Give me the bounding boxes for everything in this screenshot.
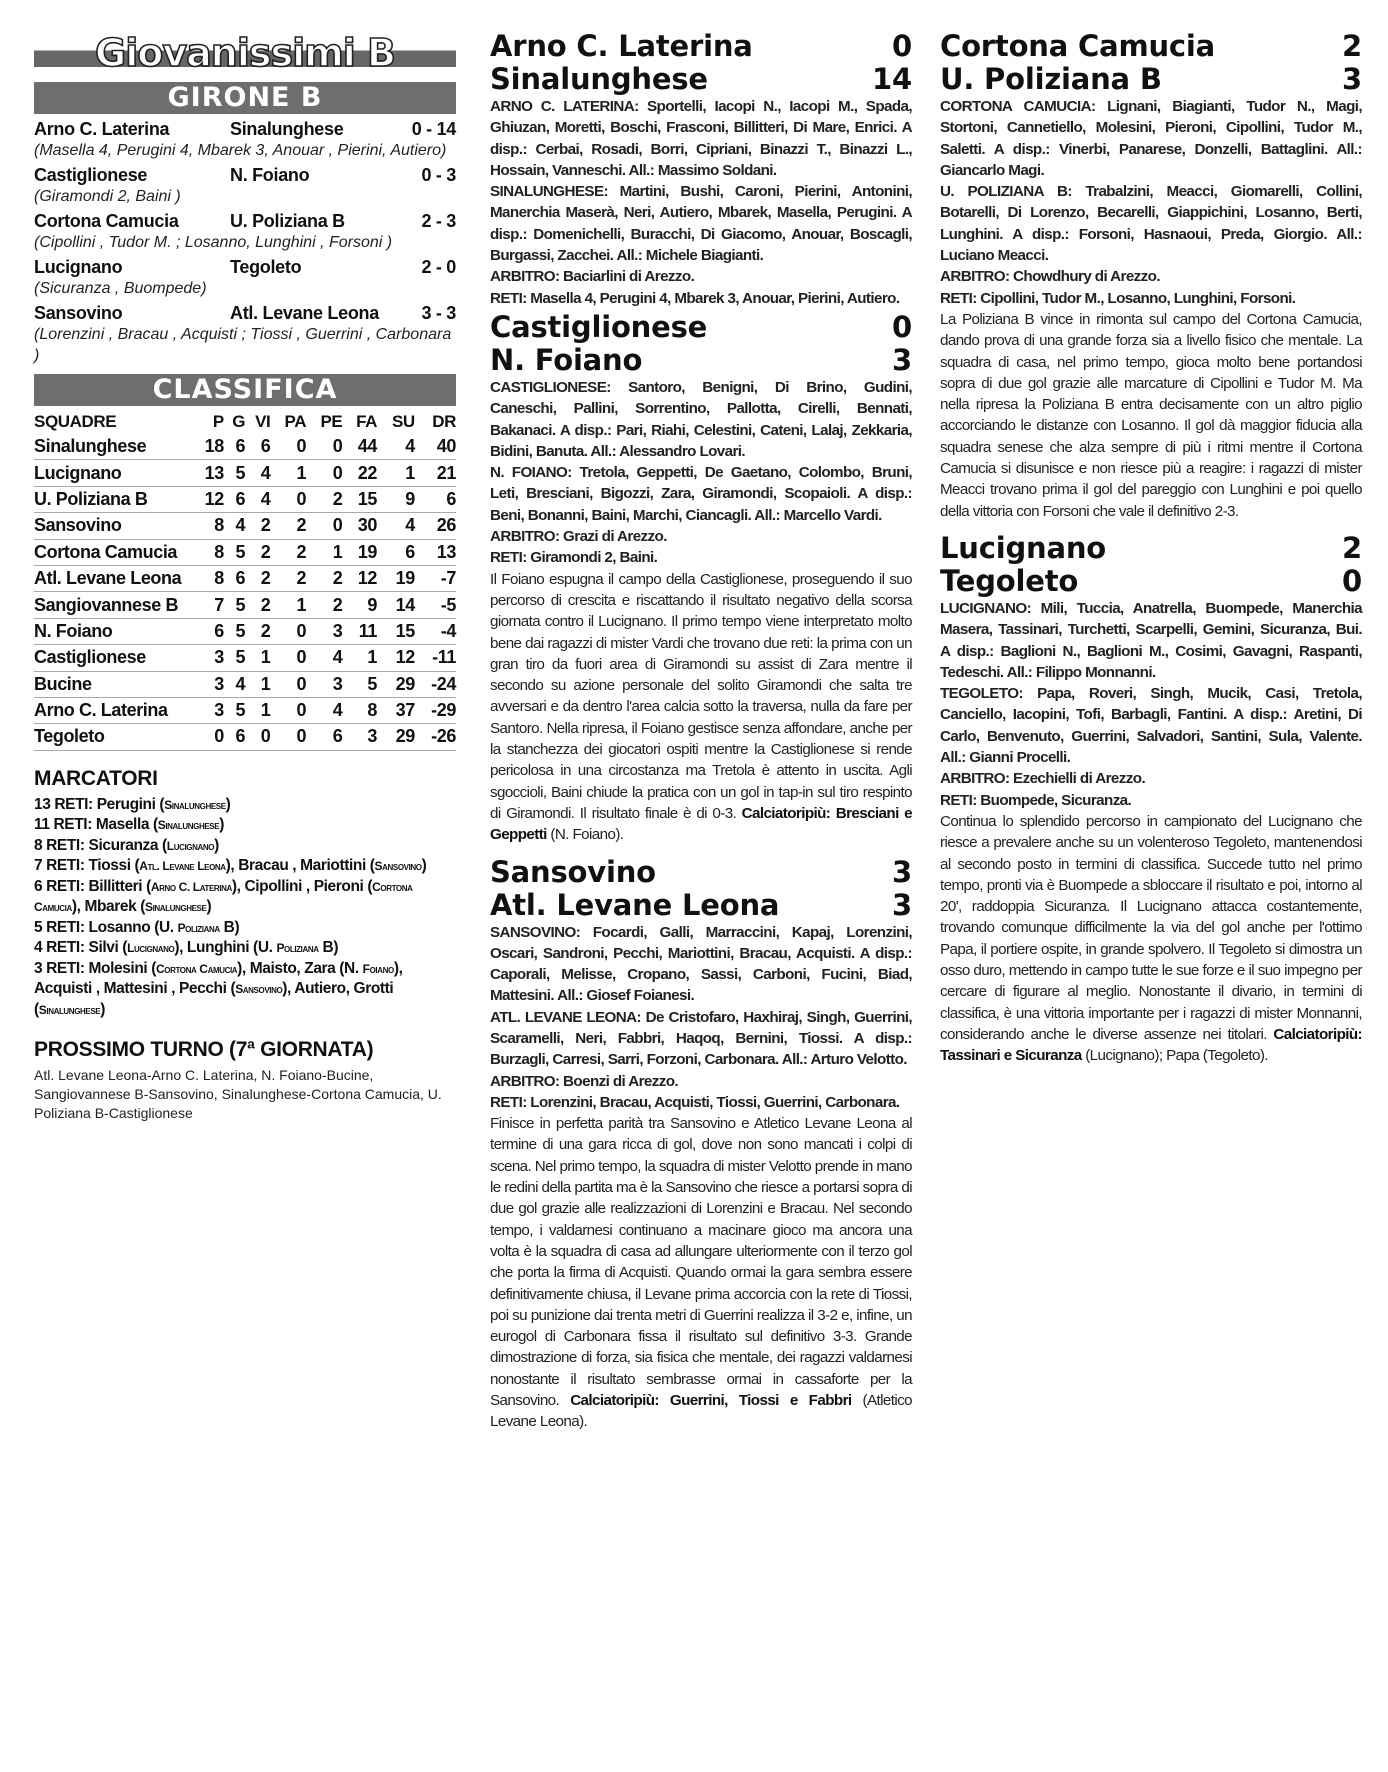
result-row [34,302,456,324]
team-name: U. Poliziana B [34,486,192,512]
scorer-team: Sansovino [235,982,283,997]
result-row [34,256,456,278]
scorer-line [34,877,456,918]
scorer-team: Sinalunghese [145,900,207,915]
stat-cell: 4 [377,513,415,539]
match-away-line [490,63,912,96]
scorer-text: ), Autiero, Grotti ( [34,980,394,1018]
match-report-text [490,1113,912,1432]
team-name: Cortona Camucia [34,539,192,565]
table-row [34,539,456,565]
stat-cell: 3 [306,618,342,644]
stat-cell: 4 [224,671,245,697]
best-players: Calciatoripiù: Bresciani e Geppetti [490,804,912,844]
lineup-paragraph: RETI: Giramondi 2, Baini. [490,549,658,567]
team-name: Sinalunghese [34,434,192,460]
result-scorers: (Sicuranza , Buompede) [34,280,207,297]
match-report [940,30,1362,522]
score: 2 - 0 [421,257,456,277]
table-row [34,460,456,486]
column-header: SQUADRE [34,412,117,431]
away-team: Atl. Levane Leona [230,303,379,323]
stat-cell: 4 [224,513,245,539]
lineup-paragraph: RETI: Lorenzini, Bracau, Acquisti, Tiossi, Guerrini, Carbonara. [490,1093,900,1111]
lineup-paragraph: N. FOIANO: Tretola, Geppetti, De Gaetano, Colombo, Bruni, Leti, Bresciani, Bigozzi, Zara, Giramondi, Scopaioli. A disp.: Beni, Bonanni, Baini, Marchi, Ciancagli. All.: Marcello Vardi. [490,464,912,524]
report-body: Continua lo splendido percorso in campionato del Lucignano che riesce a prevalere anche su un volenteroso Tegoleto, mantenendosi al secondo posto in termini di classifica. Succede tutto nel primo tempo, pronti via è Buompede a sbloccare il risultato e poi, intorno al 20', raddoppia Sicuranza. Il Lucignano attacca costantemente, trovando comunque difficilmente la via del gol anche per l'ottimo Papa, il portiere ospite, in grande spolvero. Il Tegoleto si dimostra un osso duro, mettendo in campo tutte le sue forze e il suo impegno per cercare di figurare al meglio. Nonostante il divario, in termini di classifica, è una vittoria importante per i ragazzi di mister Monnanni, considerando anche le diverse assenze nei titolari. [940,812,1362,1043]
stat-cell: 1 [342,645,377,671]
next-round-fixtures: Atl. Levane Leona-Arno C. Laterina, N. Foiano-Bucine, Sangiovannese B-Sansovino, Sinalunghese-Cortona Camucia, U. Poliziana B-Castiglionese [34,1067,442,1122]
report-body: Il Foiano espugna il campo della Castiglionese, proseguendo il suo percorso di crescita e riscattando il risultato negativo della scorsa giornata contro il Lucignano. Il primo tempo viene interpretato molto bene dai ragazzi di mister Vardi che trovano due reti: la prima con un gran tiro da fuori area di Giramondi su assist di Zara mentre il secondo su azione personale del solito Giramondi che salta tre avversari e da dentro l'area calcia sotto la traversa, nulla da fare per Santoro. Nella ripresa, il Foiano gestisce senza affondare, anche per la stanchezza dei giocatori ospiti mentre la Castiglionese si rende pericolosa in una circostanza ma Tretola è attento in uscita. Agli sgoccioli, Baini chiude la pratica con un gol in tap-in sul tiro respinto di Giramondi. Il risultato finale è di 0-3. [490,570,912,822]
column-header: PA [284,412,307,431]
stat-cell: 0 [245,724,270,750]
scorer-team: Atl. Levane Leona [139,859,226,874]
report-body: Finisce in perfetta parità tra Sansovino e Atletico Levane Leona al termine di una gara ricca di gol, dove non sono mancati i colpi di scena. Nel primo tempo, la squadra di mister Velotto prende in mano le redini della partita ma è la Sansovino che riesce a portarsi sopra di due gol grazie alle realizzazioni di Lorenzini e Bracau. Nel secondo tempo, i valdarnesi continuano a macinare gioco ma ancora una volta è la squadra di casa ad allungare ulteriormente con il terzo gol che porta la firma di Acquisti. Quando ormai la gara sembra essere definitivamente chiusa, il Levane prima accorcia con la rete di Tiossi, poi su punizione dai trenta metri di Guerrini realizza il 3-2 e, infine, un eurogol di Carbonara fissa il risultato sul definitivo 3-3. Grande dimostrazione di forza, sia fisica che mentale, dei ragazzi valdarnesi nonostante il risultato sembrasse ormai in cassaforte per la Sansovino. [490,1115,912,1410]
home-team: Castiglionese [490,309,708,344]
home-score: 0 [892,29,912,63]
stat-cell: 3 [306,671,342,697]
stat-cell: 2 [245,618,270,644]
scorer-text: ), Bracau , Mariottini ( [225,857,375,875]
home-team: Arno C. Laterina [490,29,753,63]
stat-cell: 12 [342,565,377,591]
stat-cell: 14 [377,592,415,618]
stat-cell: 0 [306,434,342,460]
lineup-paragraph: ARBITRO: Baciarlini di Arezzo. [490,268,695,286]
stat-cell: 1 [270,460,306,486]
scorer-team: Poliziana [276,941,319,956]
stat-cell: 0 [270,724,306,750]
score: 2 - 3 [421,211,456,231]
away-score: 14 [872,62,912,96]
team-name: Tegoleto [34,724,192,750]
stat-cell: 5 [342,671,377,697]
team-name: Atl. Levane Leona [34,565,192,591]
away-team: Tegoleto [940,563,1079,598]
scorer-text: B) [219,918,240,936]
home-team: Lucignano [940,530,1106,565]
stat-cell: 5 [224,460,245,486]
lineup-paragraph: SINALUNGHESE: Martini, Bushi, Caroni, Pierini, Antonini, Manerchia Maserà, Neri, Autiero, Mbarek, Masella, Perugini. A disp.: Domenichelli, Buracchi, Di Giacomo, Anouar, Boscagli, Burgassi, Zacchei. All.: Michele Biagianti. [490,183,912,265]
match-report [490,311,912,846]
away-score: 0 [1342,563,1362,598]
home-score: 0 [892,309,912,344]
standings-table [34,410,456,751]
stat-cell: 19 [342,539,377,565]
column-header: FA [356,412,377,431]
scorer-text: ) [219,816,224,834]
stat-cell: 1 [245,697,270,723]
home-score: 2 [1342,29,1362,63]
scorer-team: Arno C. Laterina [150,879,232,894]
result-scorers: (Giramondi 2, Baini ) [34,188,181,205]
scorer-text: ), Mbarek ( [71,898,145,916]
table-row [34,724,456,750]
score: 0 - 3 [421,165,456,185]
result-scorers: (Lorenzini , Bracau , Acquisti ; Tiossi , Guerrini , Carbonara ) [34,326,452,364]
table-row [34,486,456,512]
scorer-text: ) [100,1000,105,1018]
result-scorers: (Cipollini , Tudor M. ; Losanno, Lunghini , Forsoni ) [34,234,393,251]
scorer-text: 13 RETI: Perugini ( [34,795,165,813]
table-row [34,565,456,591]
stat-cell: 6 [415,486,456,512]
stat-cell: 13 [415,539,456,565]
away-team: Atl. Levane Leona [490,887,780,922]
scorer-text: ) [214,836,219,854]
lineup-paragraph: RETI: Masella 4, Perugini 4, Mbarek 3, Anouar, Pierini, Autiero. [490,289,900,307]
column-header: DR [432,412,456,431]
home-score: 3 [892,854,912,889]
match-reports-column-3 [940,30,1362,1066]
home-team: Cortona Camucia [34,211,179,231]
scorer-team: Sinalunghese [157,818,220,833]
scorer-text: ) [225,795,231,813]
stat-cell: 11 [342,618,377,644]
stat-cell: -11 [415,645,456,671]
scorer-text: ), Lunghini (U. [174,939,277,957]
result-scorers: (Masella 4, Perugini 4, Mbarek 3, Anouar , Pierini, Autiero) [34,142,447,159]
stat-cell: 0 [270,618,306,644]
stat-cell: 0 [306,513,342,539]
lineup-paragraph: ARBITRO: Chowdhury di Arezzo. [940,268,1160,286]
match-report-text [940,309,1362,522]
away-team: U. Poliziana B [940,62,1162,96]
stat-cell: 0 [270,486,306,512]
stat-cell: 3 [192,671,224,697]
home-team: Sansovino [34,303,123,323]
stat-cell: 2 [306,486,342,512]
stat-cell: 2 [306,565,342,591]
scorer-team: Lucignano [127,941,175,956]
scorer-line [34,795,456,816]
scorer-text: 8 RETI: Sicuranza ( [34,836,167,854]
scorer-text: ), Cipollini , Pieroni ( [231,877,373,895]
score: 0 - 14 [411,119,456,139]
stat-cell: 30 [342,513,377,539]
lineup-paragraph: CASTIGLIONESE: Santoro, Benigni, Di Brino, Gudini, Caneschi, Pallini, Sorrentino, Pallotta, Cirelli, Bennati, Bakanaci. A disp.: Pari, Riahi, Celestini, Cateni, Lalaj, Zekkaria, Bidini, Banuta. All.: Alessandro Lovari. [490,378,912,460]
stat-cell: 0 [270,671,306,697]
column-header: SU [391,412,415,431]
stat-cell: 44 [342,434,377,460]
stat-cell: 9 [342,592,377,618]
stat-cell: 2 [245,513,270,539]
scorer-text: ) [421,857,427,875]
best-players: Calciatoripiù: Tassinari e Sicuranza [940,1025,1363,1065]
results-column [34,30,456,1123]
stat-cell: 21 [415,460,456,486]
stat-cell: 0 [192,724,224,750]
stat-cell: 5 [224,618,245,644]
away-team: Sinalunghese [230,119,344,139]
away-team: Tegoleto [230,257,302,277]
away-team: U. Poliziana B [230,211,345,231]
stat-cell: 2 [270,539,306,565]
marcatori-heading: MARCATORI [34,766,158,790]
away-score: 3 [1342,62,1362,96]
stat-cell: 37 [377,697,415,723]
column-header: VI [255,412,271,431]
stat-cell: 12 [377,645,415,671]
stat-cell: 6 [224,724,245,750]
lineup-paragraph: LUCIGNANO: Mili, Tuccia, Anatrella, Buompede, Manerchia Masera, Tassinari, Turchetti, Scarpelli, Gemini, Sicuranza, Bui. A disp.: Baglioni N., Baglioni M., Cosimi, Gavagni, Raspanti, Tedeschi. All.: Filippo Monnanni. [940,599,1362,681]
stat-cell: 22 [342,460,377,486]
match-report [490,30,912,309]
stat-cell: 3 [192,645,224,671]
lineup-paragraph: ARBITRO: Boenzi di Arezzo. [490,1072,679,1090]
team-name: Sangiovannese B [34,592,192,618]
stat-cell: 1 [245,671,270,697]
scorer-line [34,959,456,1021]
scorer-line [34,918,456,939]
match-home-line [490,856,912,889]
stat-cell: 5 [224,697,245,723]
next-round-heading: PROSSIMO TURNO (7ª GIORNATA) [34,1038,374,1062]
stat-cell: 19 [377,565,415,591]
stat-cell: 4 [245,460,270,486]
scorer-text: 5 RETI: Losanno (U. [34,918,178,936]
match-away-line [940,565,1362,598]
stat-cell: 9 [377,486,415,512]
stat-cell: 3 [192,697,224,723]
stat-cell: -5 [415,592,456,618]
scorer-text: 6 RETI: Billitteri ( [34,877,151,895]
girone-header: GIRONE B [34,82,456,114]
stat-cell: 4 [306,697,342,723]
lineup-paragraph: RETI: Buompede, Sicuranza. [940,791,1132,809]
column-header: P [212,412,224,431]
match-reports-column-2 [490,30,912,1433]
table-row [34,434,456,460]
stat-cell: 2 [245,565,270,591]
away-score: 3 [892,887,912,922]
stat-cell: 1 [306,539,342,565]
lineup-paragraph: ARBITRO: Grazi di Arezzo. [490,528,667,546]
away-score: 3 [892,342,912,377]
stat-cell: 5 [224,592,245,618]
lineup-paragraph: ARNO C. LATERINA: Sportelli, Iacopi N., Iacopi M., Spada, Ghiuzan, Moretti, Boschi, Frasconi, Billitteri, Di Mare, Enrici. A disp.: Cerbai, Rosadi, Borri, Cipriani, Binazzi T., Binazzi L., Hossain, Vanneschi. All.: Massimo Soldani. [490,98,912,179]
scorer-line [34,856,456,877]
stat-cell: -24 [415,671,456,697]
stat-cell: 4 [377,434,415,460]
scorer-text: B) [318,939,339,957]
scorer-text: 7 RETI: Tiossi ( [34,857,140,875]
stat-cell: 18 [192,434,224,460]
best-players-team: (Lucignano); Papa (Tegoleto). [1081,1047,1268,1065]
stat-cell: 40 [415,434,456,460]
scorer-text: ) [206,898,212,916]
result-row [34,118,456,140]
scorer-team: Cortona Camucia [34,879,413,915]
away-team: N. Foiano [230,165,310,185]
match-away-line [490,344,912,377]
team-name: Sansovino [34,513,192,539]
stat-cell: 29 [377,724,415,750]
stat-cell: 6 [306,724,342,750]
stat-cell: 2 [245,592,270,618]
stat-cell: 2 [270,513,306,539]
table-row [34,697,456,723]
stat-cell: 13 [192,460,224,486]
stat-cell: 5 [224,539,245,565]
team-name: Bucine [34,671,192,697]
lineup-paragraph: ATL. LEVANE LEONA: De Cristofaro, Haxhiraj, Singh, Guerrini, Scaramelli, Neri, Fabbri, Haqoq, Bernini, Tiossi. A disp.: Burzagli, Carresi, Sarri, Forzoni, Carbonara. All.: Arturo Velotto. [490,1008,912,1069]
stat-cell: 29 [377,671,415,697]
scorer-team: Poliziana [177,920,220,935]
table-row [34,513,456,539]
match-home-line [490,30,912,63]
scorer-team: Cortona Camucia [155,961,238,976]
result-row [34,210,456,232]
lineup-paragraph: SANSOVINO: Focardi, Galli, Marraccini, Kapaj, Lorenzini, Oscari, Sandroni, Pecchi, Mariottini, Bracau, Acquisti. A disp.: Caporali, Melisse, Cropano, Sassi, Carboni, Fucini, Biad, Mattesini. All.: Giosef Foianesi. [490,923,912,1005]
match-report [940,532,1362,1067]
home-score: 2 [1342,530,1362,565]
team-name: Arno C. Laterina [34,697,192,723]
table-row [34,645,456,671]
team-name: N. Foiano [34,618,192,644]
table-row [34,618,456,644]
stat-cell: -26 [415,724,456,750]
stat-cell: 6 [224,565,245,591]
stat-cell: 0 [306,460,342,486]
stat-cell: 26 [415,513,456,539]
match-away-line [490,889,912,922]
home-team: Castiglionese [34,165,148,185]
stat-cell: 3 [342,724,377,750]
scorer-team: Sansovino [374,859,422,874]
stat-cell: 8 [192,539,224,565]
team-name: Castiglionese [34,645,192,671]
match-away-line [940,63,1362,96]
table-row [34,592,456,618]
team-name: Lucignano [34,460,192,486]
scorer-text: ), Maisto, Zara (N. [237,959,363,977]
lineup-paragraph: RETI: Cipollini, Tudor M., Losanno, Lunghini, Forsoni. [940,289,1296,307]
scorer-line [34,815,456,836]
scorer-line [34,836,456,857]
match-home-line [940,30,1362,63]
match-report-text [940,811,1362,1067]
home-team: Arno C. Laterina [34,119,170,139]
best-players-team: (Atletico Levane Leona). [490,1392,912,1431]
stat-cell: 8 [342,697,377,723]
standings-header-row [34,410,456,434]
stat-cell: 6 [192,618,224,644]
scorers-list [34,795,456,1021]
column-header: PE [320,412,343,431]
stat-cell: 4 [245,486,270,512]
results-list [34,118,456,366]
lineup-paragraph: ARBITRO: Ezechielli di Arezzo. [940,770,1146,788]
stat-cell: 6 [377,539,415,565]
table-row [34,671,456,697]
match-home-line [940,532,1362,565]
stat-cell: 1 [377,460,415,486]
match-report [490,856,912,1433]
stat-cell: 2 [245,539,270,565]
stat-cell: -7 [415,565,456,591]
stat-cell: 7 [192,592,224,618]
lineup-paragraph: TEGOLETO: Papa, Roveri, Singh, Mucik, Casi, Tretola, Canciello, Iacopini, Tofi, Barbagli, Fantini. A disp.: Aretini, Di Carlo, Benvenuto, Guerrini, Salvadori, Santini, Sula, Valente. All.: Gianni Procelli. [940,685,1362,767]
away-team: Sinalunghese [490,62,708,96]
score: 3 - 3 [421,303,456,323]
scorer-team: Sinalunghese [38,1002,101,1017]
scorer-text: 11 RETI: Masella ( [34,816,158,834]
scorer-text: 3 RETI: Molesini ( [34,959,156,977]
scorer-text: ), Acquisti , Mattesini , Pecchi ( [34,959,403,998]
scorer-text: 4 RETI: Silvi ( [34,939,128,957]
match-home-line [490,311,912,344]
stat-cell: 1 [245,645,270,671]
stat-cell: 6 [224,434,245,460]
scorer-line [34,938,456,959]
classifica-header: CLASSIFICA [34,374,456,406]
home-team: Lucignano [34,257,123,277]
scorer-team: Sinalunghese [164,797,226,812]
scorer-team: Lucignano [166,838,215,853]
lineup-paragraph: CORTONA CAMUCIA: Lignani, Biagianti, Tudor N., Magi, Stortoni, Cannetiello, Molesini, Pieroni, Cipollini, Tudor M., Saletti. A disp.: Vinerbi, Panarese, Donzelli, Battaglini. All.: Giancarlo Magi. [940,98,1362,179]
stat-cell: 0 [270,434,306,460]
stat-cell: 15 [377,618,415,644]
stat-cell: -29 [415,697,456,723]
stat-cell: 5 [224,645,245,671]
column-header: G [232,412,246,431]
home-team: Sansovino [490,854,656,889]
result-row [34,164,456,186]
home-team: Cortona Camucia [940,29,1216,63]
match-report-text [490,569,912,846]
lineup-paragraph: U. POLIZIANA B: Trabalzini, Meacci, Giomarelli, Collini, Botarelli, Di Lorenzo, Becarelli, Giappichini, Losanno, Berti, Lunghini. A disp.: Forsoni, Hasnaoui, Preda, Giorgio. All.: Luciano Meacci. [940,183,1362,265]
stat-cell: 8 [192,513,224,539]
report-body: La Poliziana B vince in rimonta sul campo del Cortona Camucia, dando prova di una grande forza sia a livello fisico che mentale. La squadra di casa, nel primo tempo, gioca molto bene portandosi sopra di due gol grazie alle marcature di Cipollini e Tudor M. Ma nella ripresa la Poliziana B entra decisamente con un altro piglio accorciando le distanze con Losanno. Il gol dà maggior fiducia alla squadra senese che alza sempre di più i ritmi mentre il Cortona Camucia si disunisce e non riesce più a reagire: i ragazzi di mister Meacci trovano prima il gol del pareggio con Lunghini e poi quello della vittoria con Forsoni che vale il definitivo 2-3. [940,310,1362,520]
stat-cell: 1 [270,592,306,618]
stat-cell: 12 [192,486,224,512]
stat-cell: 4 [306,645,342,671]
best-players: Calciatoripiù: Guerrini, Tiossi e Fabbri [570,1392,852,1410]
stat-cell: 6 [245,434,270,460]
stat-cell: 0 [270,645,306,671]
scorer-team: Foiano [362,961,394,976]
stat-cell: 15 [342,486,377,512]
best-players-team: (N. Foiano). [546,826,624,844]
stat-cell: 0 [270,697,306,723]
stat-cell: 2 [306,592,342,618]
stat-cell: 6 [224,486,245,512]
section-title: Giovanissimi B [34,30,456,76]
stat-cell: -4 [415,618,456,644]
stat-cell: 2 [270,565,306,591]
stat-cell: 8 [192,565,224,591]
away-team: N. Foiano [490,342,643,377]
